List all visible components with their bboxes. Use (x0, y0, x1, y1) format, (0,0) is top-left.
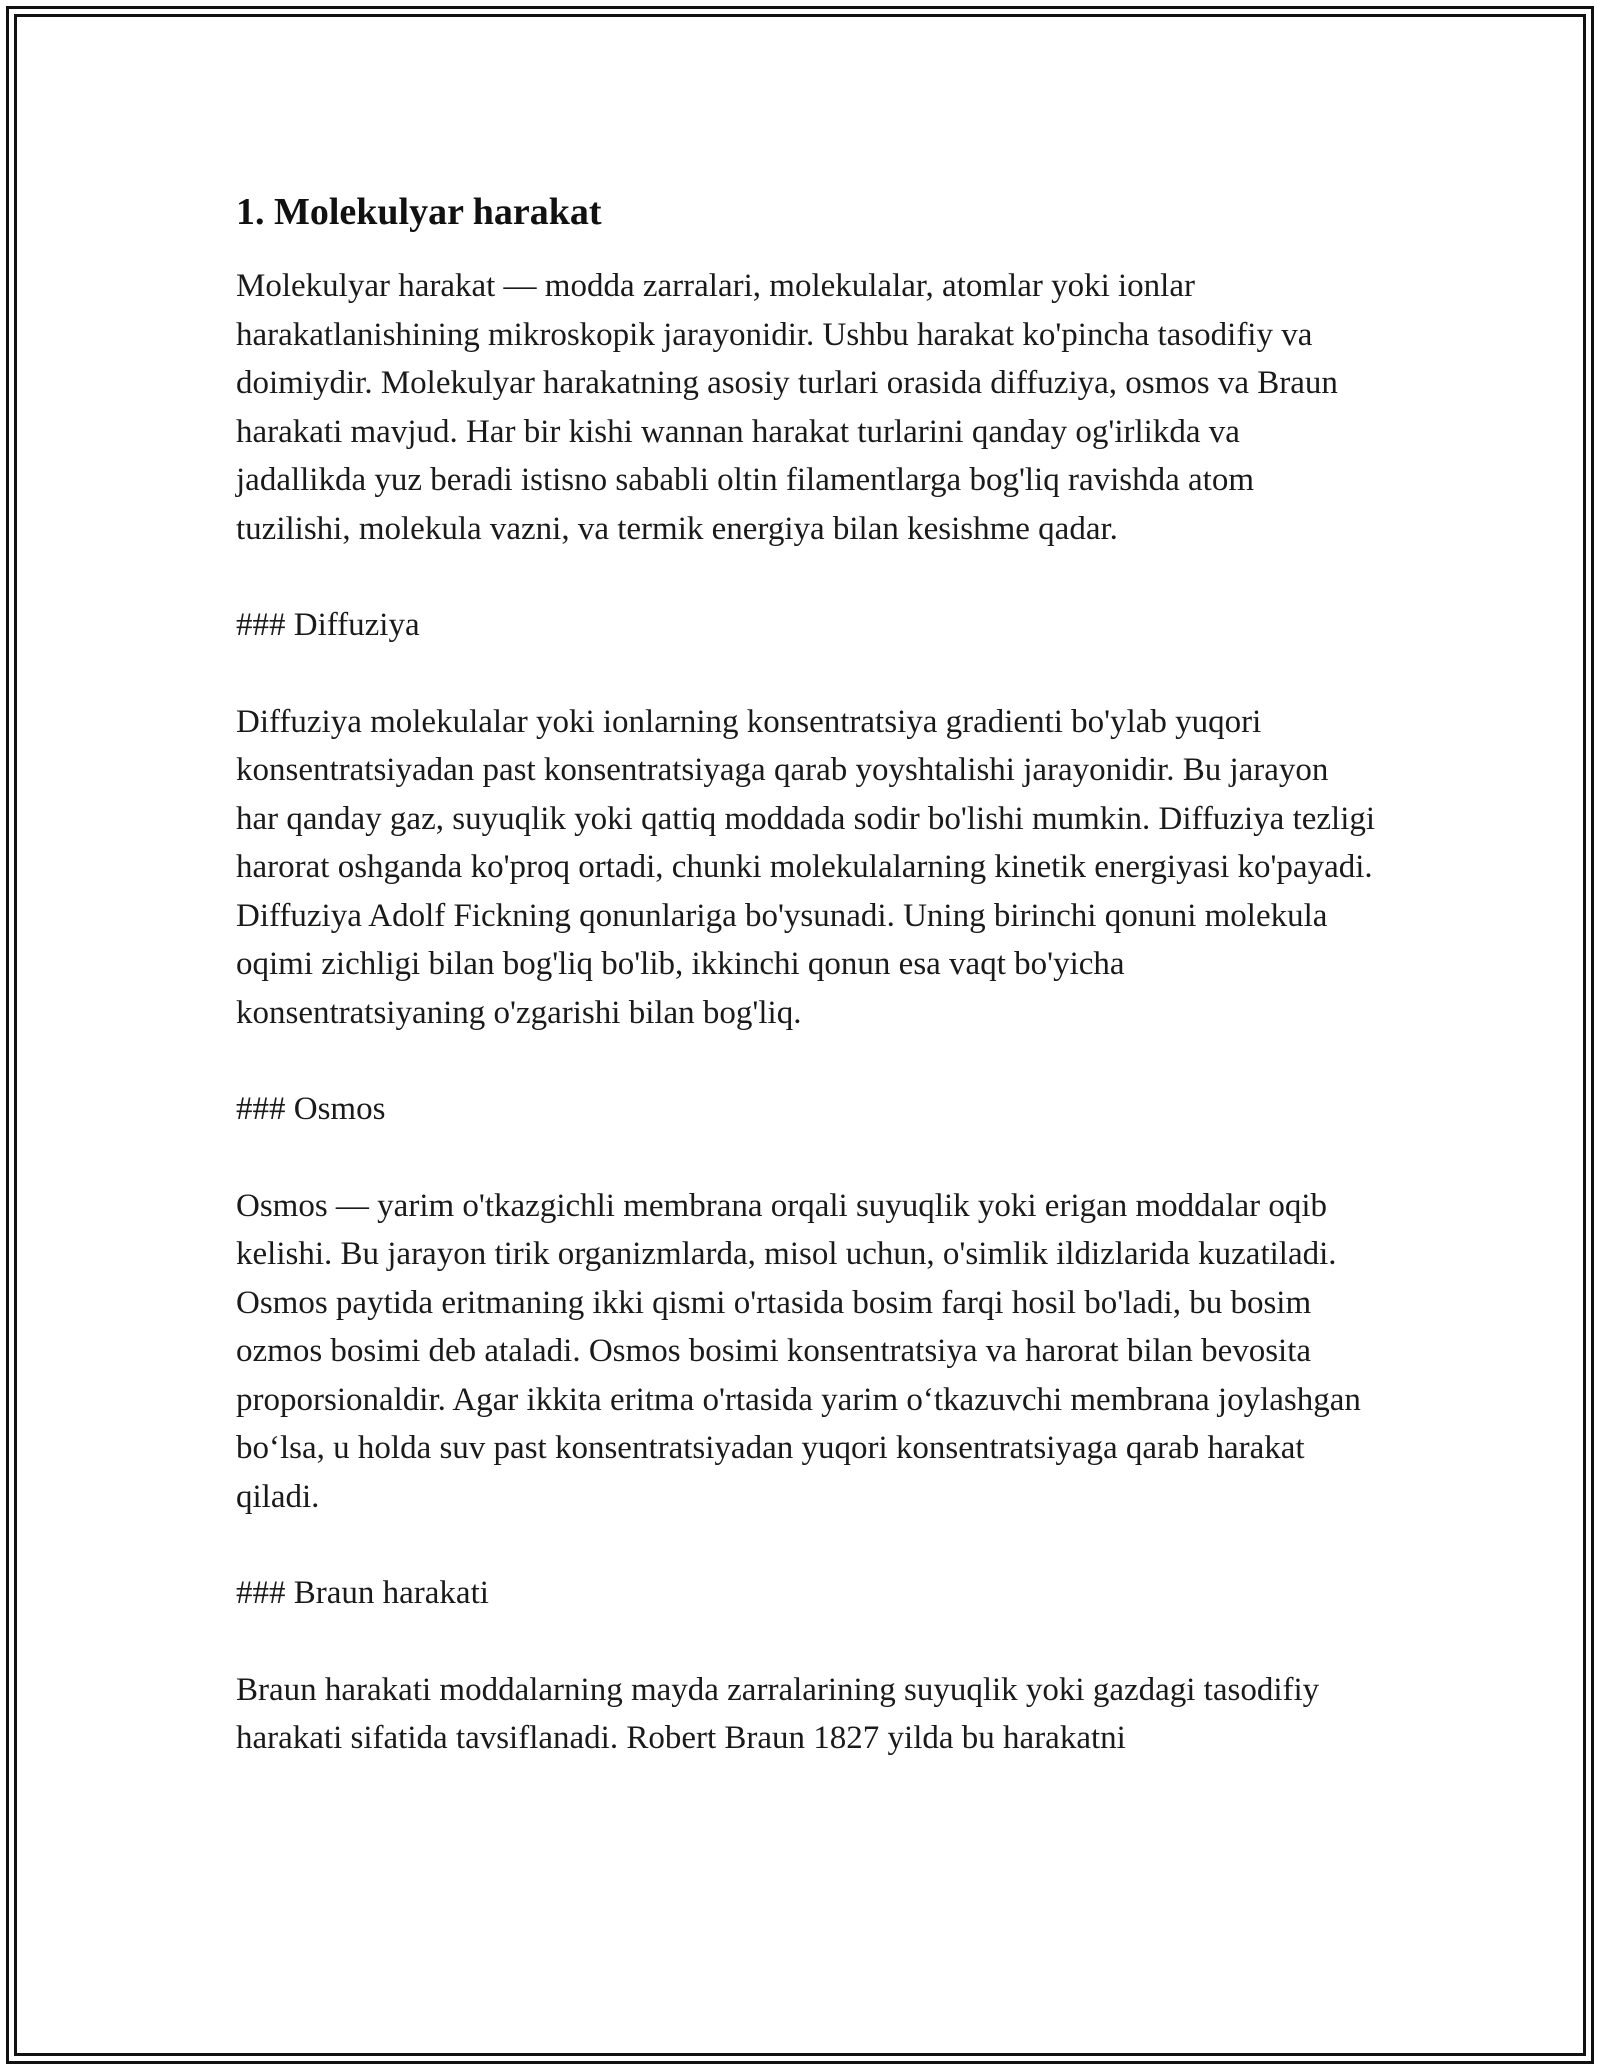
section-body-braun-harakati: Braun harakati moddalarning mayda zarralarining suyuqlik yoki gazdagi tasodifiy harakati sifatida tavsiflanadi. Robert Braun 1827 yilda bu harakatni (236, 1671, 1320, 1756)
section-body-diffuziya: Diffuziya molekulalar yoki ionlarning konsentratsiya gradienti bo'ylab yuqori konsentratsiyadan past konsentratsiyaga qarab yoyshtalishi jarayonidir. Bu jarayon har qanday gaz, suyuqlik yoki qattiq moddada sodir bo'lishi mumkin. Diffuziya tezligi harorat oshganda ko'proq ortadi, chunki molekulalarning kinetik energiyasi ko'payadi. Diffuziya Adolf Fickning qonunlariga bo'ysunadi. Uning birinchi qonuni molekula oqimi zichligi bilan bog'liq bo'lib, ikkinchi qonun esa vaqt bo'yicha konsentratsiyaning o'zgarishi bilan bog'liq. (236, 703, 1376, 1031)
section-heading-diffuziya: ### Diffuziya (236, 607, 420, 643)
intro-paragraph: Molekulyar harakat — modda zarralari, molekulalar, atomlar yoki ionlar harakatlanishining mikroskopik jarayonidir. Ushbu harakat ko'pincha tasodifiy va doimiydir. Molekulyar harakatning asosiy turlari orasida diffuziya, osmos va Braun harakati mavjud. Har bir kishi wannan harakat turlarini qanday og'irlikda va jadallikda yuz beradi istisno sababli oltin filamentlarga bog'liq ravishda atom tuzilishi, molekula vazni, va termik energiya bilan kesishme qadar. (236, 268, 1338, 547)
document-title: 1. Molekulyar harakat (236, 191, 602, 233)
section-body-osmos: Osmos — yarim o'tkazgichli membrana orqali suyuqlik yoki erigan moddalar oqib kelishi. Bu jarayon tirik organizmlarda, misol uchun, o'simlik ildizlarida kuzatiladi. Osmos paytida eritmaning ikki qismi o'rtasida bosim farqi hosil bo'ladi, bu bosim ozmos bosimi deb ataladi. Osmos bosimi konsentratsiya va harorat bilan bevosita proporsionaldir. Agar ikkita eritma o'rtasida yarim o‘tkazuvchi membrana joylashgan bo‘lsa, u holda suv past konsentratsiyadan yuqori konsentratsiyaga qarab harakat qiladi. (236, 1187, 1361, 1515)
section-heading-braun-harakati: ### Braun harakati (236, 1575, 489, 1611)
document-body (236, 188, 1376, 1811)
section-heading-osmos: ### Osmos (236, 1091, 386, 1127)
